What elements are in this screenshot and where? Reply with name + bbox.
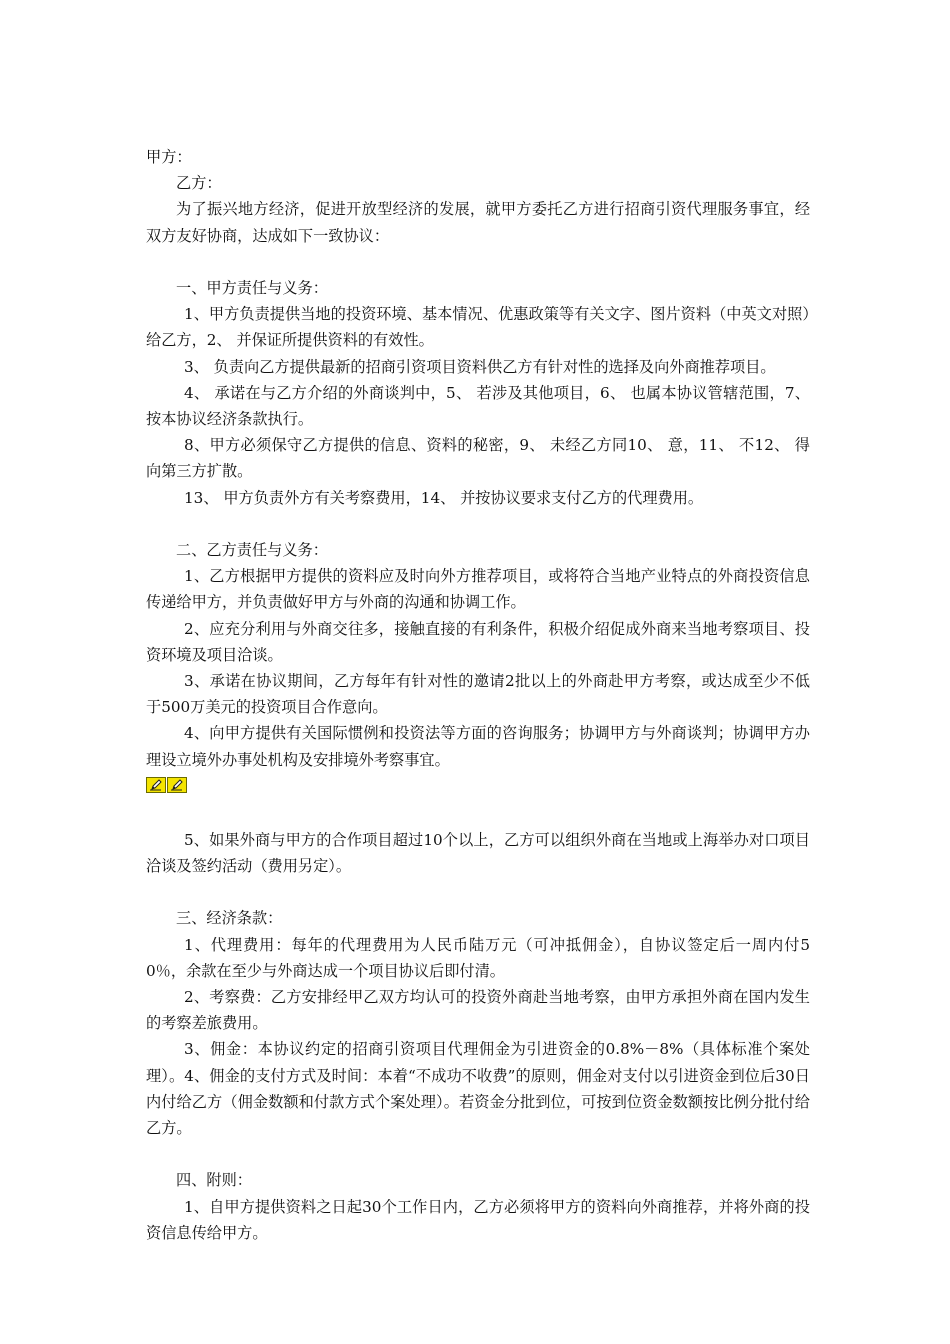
edit-pen-icon[interactable] (146, 777, 166, 793)
clause-paragraph: 4、 承诺在与乙方介绍的外商谈判中，5、 若涉及其他项目，6、 也属本协议管辖范围，7、 按本协议经济条款执行。 (146, 383, 810, 429)
clause-paragraph: 2、应充分利用与外商交往多，接触直接的有利条件，积极介绍促成外商来当地考察项目、投资环境及项目洽谈。 (146, 619, 810, 664)
clause-paragraph: 4、向甲方提供有关国际惯例和投资法等方面的咨询服务；协调甲方与外商谈判；协调甲方办理设立境外办事处机构及安排境外考察事宜。 (146, 724, 810, 769)
clause-paragraph: 3、承诺在协议期间，乙方每年有针对性的邀请2批以上的外商赴甲方考察，或达成至少不低于500万美元的投资项目合作意向。 (146, 672, 810, 717)
spacer (146, 879, 810, 905)
clause-paragraph: 2、考察费：乙方安排经甲乙双方均认可的投资外商赴当地考察，由甲方承担外商在国内发生的考察差旅费用。 (146, 988, 810, 1033)
clause-paragraph: 1、甲方负责提供当地的投资环境、基本情况、优惠政策等有关文字、图片资料（中英文对照）给乙方，2、 并保证所提供资料的有效性。 (146, 305, 810, 350)
spacer (146, 249, 810, 275)
clause-paragraph: 5、如果外商与甲方的合作项目超过10个以上，乙方可以组织外商在当地或上海举办对口项目洽谈及签约活动（费用另定）。 (146, 830, 810, 876)
embedded-icons (146, 773, 810, 797)
spacer (146, 797, 810, 827)
clause-paragraph: 1、自甲方提供资料之日起30个工作日内，乙方必须将甲方的资料向外商推荐，并将外商的投资信息传给甲方。 (146, 1197, 810, 1242)
section-heading: 三、经济条款： (176, 909, 283, 928)
spacer (146, 511, 810, 537)
clause-paragraph: 3、 负责向乙方提供最新的招商引资项目资料供乙方有针对性的选择及向外商推荐项目。 (184, 357, 776, 376)
edit-pen-icon-graphic (170, 779, 184, 791)
clause-paragraph: 13、 甲方负责外方有关考察费用，14、 并按协议要求支付乙方的代理费用。 (184, 488, 704, 507)
clause-paragraph: 1、代理费用：每年的代理费用为人民币陆万元（可冲抵佣金），自协议签定后一周内付50％，余款在至少与外商达成一个项目协议后即付清。 (146, 935, 810, 980)
party-b-label: 乙方： (176, 174, 222, 193)
agreement-body (146, 144, 810, 1246)
section-heading: 二、乙方责任与义务： (176, 541, 328, 560)
clause-paragraph: 1、乙方根据甲方提供的资料应及时向外方推荐项目，或将符合当地产业特点的外商投资信息传递给甲方，并负责做好甲方与外商的沟通和协调工作。 (146, 567, 810, 612)
section-heading: 一、甲方责任与义务： (176, 279, 328, 297)
party-a-label: 甲方： (146, 148, 192, 166)
spacer (146, 1141, 810, 1167)
section-heading: 四、附则： (176, 1171, 252, 1190)
edit-pen-icon[interactable] (167, 777, 187, 793)
intro-paragraph: 为了振兴地方经济，促进开放型经济的发展，就甲方委托乙方进行招商引资代理服务事宜，经双方友好协商，达成如下一致协议： (146, 200, 810, 245)
edit-pen-icon-graphic (149, 779, 163, 791)
clause-paragraph: 8、甲方必须保守乙方提供的信息、资料的秘密，9、 未经乙方同10、 意，11、 不12、 得向第三方扩散。 (146, 436, 810, 481)
clause-paragraph: 3、佣金：本协议约定的招商引资项目代理佣金为引进资金的0.8%－8%（具体标准个案处理）。4、佣金的支付方式及时间：本着“不成功不收费”的原则，佣金对支付以引进资金到位后30日内付给乙方（佣金数额和付款方式个案处理）。若资金分批到位，可按到位资金数额按比例分批付给乙方。 (146, 1040, 810, 1138)
